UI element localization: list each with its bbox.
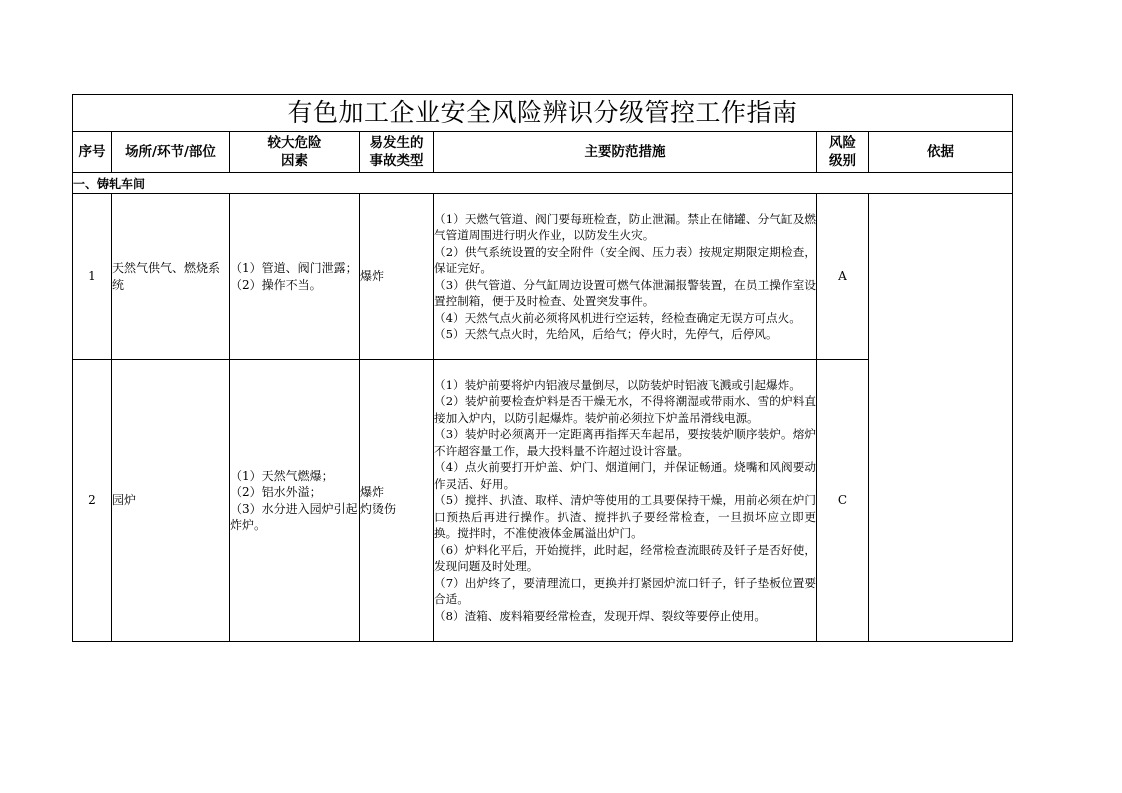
hazard-item: （2）铝水外溢； [230,485,322,500]
measure-item: （6）炉料化平后，开始搅拌，此时起，经常检查流眼砖及钎子是否好使，发现问题及时处理。 [434,542,816,574]
measure-item: （3）装炉时必须离开一定距离再指挥天车起吊，要按装炉顺序装炉。熔炉不许超容量工作，最大投料量不许超过设计容量。 [434,427,816,458]
measure-item: （4）天然气点火前必须将风机进行空运转，经检查确定无误方可点火。 [434,310,801,325]
measure-item: （7）出炉终了，要清理流口，更换并打紧园炉流口钎子，钎子垫板位置要合适。 [434,575,816,607]
header-hazard-line1: 较大危险 [267,135,322,151]
header-basis: 依据 [869,132,1013,173]
measure-item: （5）搅拌、扒渣、取样、清炉等使用的工具要保持干燥，用前必须在炉门口预热后再进行操作。扒渣、搅拌扒子要经常检查，一旦损坏应立即更换。搅拌时，不准使液体金属溢出炉门。 [434,493,816,541]
row-measures [434,360,817,642]
row-basis [869,194,1013,642]
header-seq: 序号 [73,132,112,173]
measure-item: （2）装炉前要检查炉料是否干燥无水，不得将潮湿或带雨水、雪的炉料直接加入炉内，以防引起爆炸。装炉前必须拉下炉盖吊滑线电源。 [434,394,816,425]
measure-item: （1）天燃气管道、阀门要每班检查，防止泄漏。禁止在储罐、分气缸及燃气管道周围进行明火作业，以防发生火灾。 [434,211,816,242]
hazard-item: （2）操作不当。 [230,277,322,292]
row-place: 园炉 [112,360,230,642]
row-accident [360,194,434,360]
header-risk-line1: 风险 [829,135,856,151]
header-risk-line2: 级别 [829,153,856,169]
row-seq: 2 [73,360,112,642]
accident-item: 爆炸 [360,485,385,500]
measure-item: （1）装炉前要将炉内铝液尽量倒尽，以防装炉时铝液飞溅或引起爆炸。 [434,377,801,392]
header-risk [817,132,869,173]
accident-item: 爆炸 [360,269,385,284]
measure-item: （5）天然气点火时，先给风，后给气；停火时，先停气，后停风。 [434,327,778,341]
risk-guide-table [72,94,1013,642]
accident-item: 灼烫伤 [360,501,397,516]
hazard-item: （3）水分进入园炉引起炸炉。 [230,501,358,532]
page-title: 有色加工企业安全风险辨识分级管控工作指南 [73,95,1013,132]
row-place: 天然气供气、燃烧系统 [112,194,230,360]
measure-item: （8）渣箱、废料箱要经常检查，发现开焊、裂纹等要停止使用。 [434,608,767,623]
measure-item: （3）供气管道、分气缸周边设置可燃气体泄漏报警装置，在员工操作室设置控制箱，便于及时检查、处置突发事件。 [434,277,816,308]
row-measures [434,194,817,360]
row-hazards [230,360,360,642]
section-title: 一、铸轧车间 [73,173,1013,194]
row-accident [360,360,434,642]
header-accident-line2: 事故类型 [369,153,424,169]
row-risk-level: C [817,360,869,642]
measure-item: （2）供气系统设置的安全附件（安全阀、压力表）按规定期限定期检查，保证完好。 [434,244,816,275]
row-seq: 1 [73,194,112,360]
header-accident [360,132,434,173]
measure-item: （4）点火前要打开炉盖、炉门、烟道闸门，并保证畅通。烧嘴和风阀要动作灵活、好用。 [434,460,816,491]
hazard-item: （1）管道、阀门泄露； [230,261,358,276]
row-hazards [230,194,360,360]
row-risk-level: A [817,194,869,360]
header-measures: 主要防范措施 [434,132,817,173]
table-row [73,194,1013,360]
header-hazard [230,132,360,173]
header-accident-line1: 易发生的 [369,135,424,151]
header-place: 场所/环节/部位 [112,132,230,173]
header-hazard-line2: 因素 [281,153,308,169]
hazard-item: （1）天然气燃爆； [230,468,334,483]
